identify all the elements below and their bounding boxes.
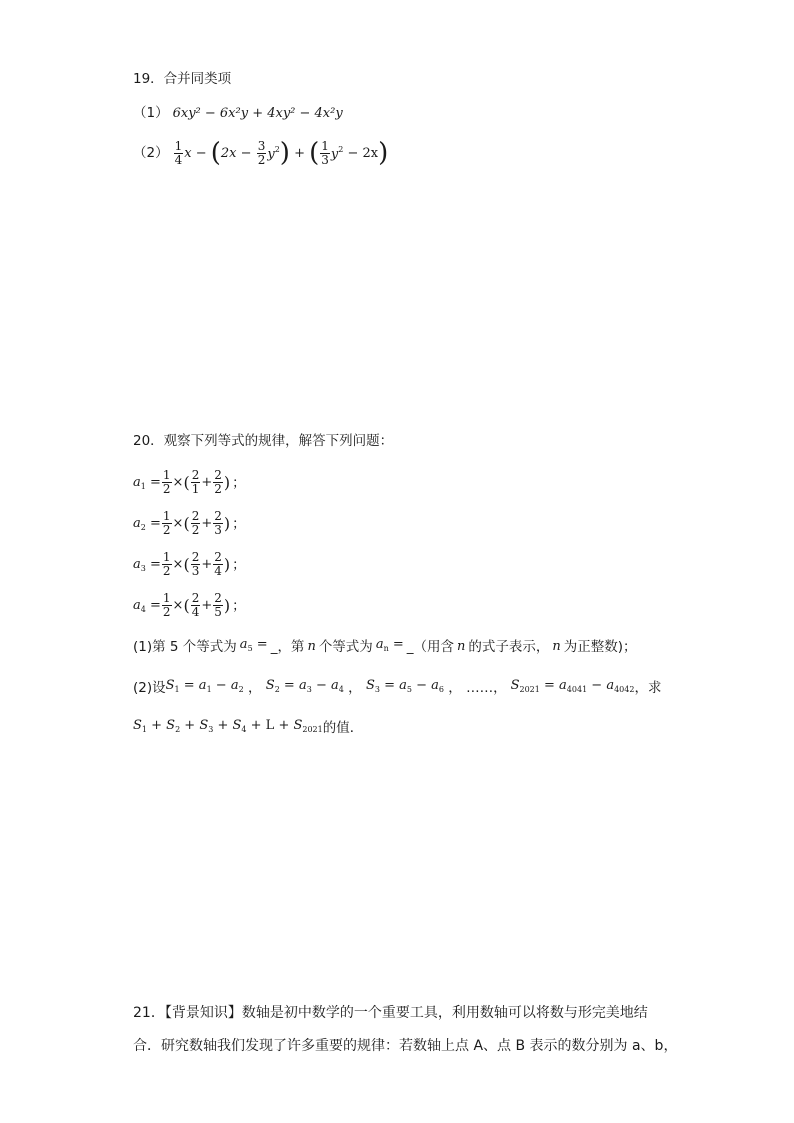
q20-part1-text-a: (1)第 5 个等式为 [133,639,237,655]
q19-part1-label: （1） [133,105,169,121]
q20-part2: (2)设 $S_1 = a_1 - a_2$ ， $S_2 = a_3 - a_4$ ， $S_3 = a_5 - a_6$ ， ……， $S_{2021} = a_{4041} - a_{4042}$ ，求 [133,677,661,699]
q20-part2-end: ，求 [634,680,662,696]
q20-s1-def: $S_1 = a_1 - a_2$ [165,678,244,694]
q19-part2-expression: $\frac{1}{4}$ x − ( 2x − $\frac{3}{2}$ $y^2$ ) + ( $\frac{1}{3}$ $y^2$ − 2x ) [174,138,389,168]
q20-equation: $a_4$ = $\frac{1}{2}$ × ( $\frac{2}{4}$ + $\frac{2}{5}$ ) ； [133,591,246,619]
q20-s3-def: $S_3 = a_5 - a_6$ [365,678,444,694]
q19-title: 19．合并同类项 [133,71,232,87]
q20-part1-text-d: （用含 [413,639,455,655]
q20-a5: $a_5$ = [239,637,268,653]
q20-blank-2: _ [406,639,414,655]
q20-equation: $a_1$ = $\frac{1}{2}$ × ( $\frac{2}{1}$ + $\frac{2}{2}$ ) ； [133,468,246,496]
q20-title: 20．观察下列等式的规律，解答下列问题： [133,433,394,449]
q20-n-3: n [552,639,561,654]
q20-blank-1: _ [270,639,278,655]
q20-part1-text-f: 为正整数)； [563,639,637,655]
q20-equations [133,462,246,626]
q19-part2 [133,138,388,168]
q20-n-2: n [457,639,466,654]
q20-part1-text-e: 的式子表示， [468,639,550,655]
q20-sum-tail: 的值． [322,720,364,736]
q20-an: $a_n$ = [375,637,404,653]
q19-part2-label: （2） [133,145,169,161]
q20-part2-text-a: (2)设 [133,680,166,696]
q20-n-1: n [307,639,316,654]
q21-line-1: 21．【背景知识】数轴是初中数学的一个重要工具，利用数轴可以将数与形完美地结 [133,1005,648,1021]
q20-part1 [133,636,637,658]
q21-line-2: 合．研究数轴我们发现了许多重要的规律：若数轴上点 A、点 B 表示的数分别为 a、b， [133,1038,678,1054]
q19-part1-expression: 6xy² − 6x²y + 4xy² − 4x²y [172,105,343,121]
q20-part1-text-b: ，第 [277,639,305,655]
q20-s2021-def: $S_{2021} = a_{4041} - a_{4042}$ [510,678,635,694]
q20-part1-text-c: 个等式为 [318,639,373,655]
q20-equation: $a_2$ = $\frac{1}{2}$ × ( $\frac{2}{2}$ + $\frac{2}{3}$ ) ； [133,509,246,537]
q20-part2-dots: ……， [466,680,507,696]
q20-sum-expression: $S_1 + S_2 + S_3 + S_4 + L + S_{2021}$ [133,718,323,734]
q20-sum-line [133,717,363,739]
q20-s2-def: $S_2 = a_3 - a_4$ [265,678,344,694]
q19-part1 [133,104,343,122]
q20-equation: $a_3$ = $\frac{1}{2}$ × ( $\frac{2}{3}$ + $\frac{2}{4}$ ) ； [133,550,246,578]
